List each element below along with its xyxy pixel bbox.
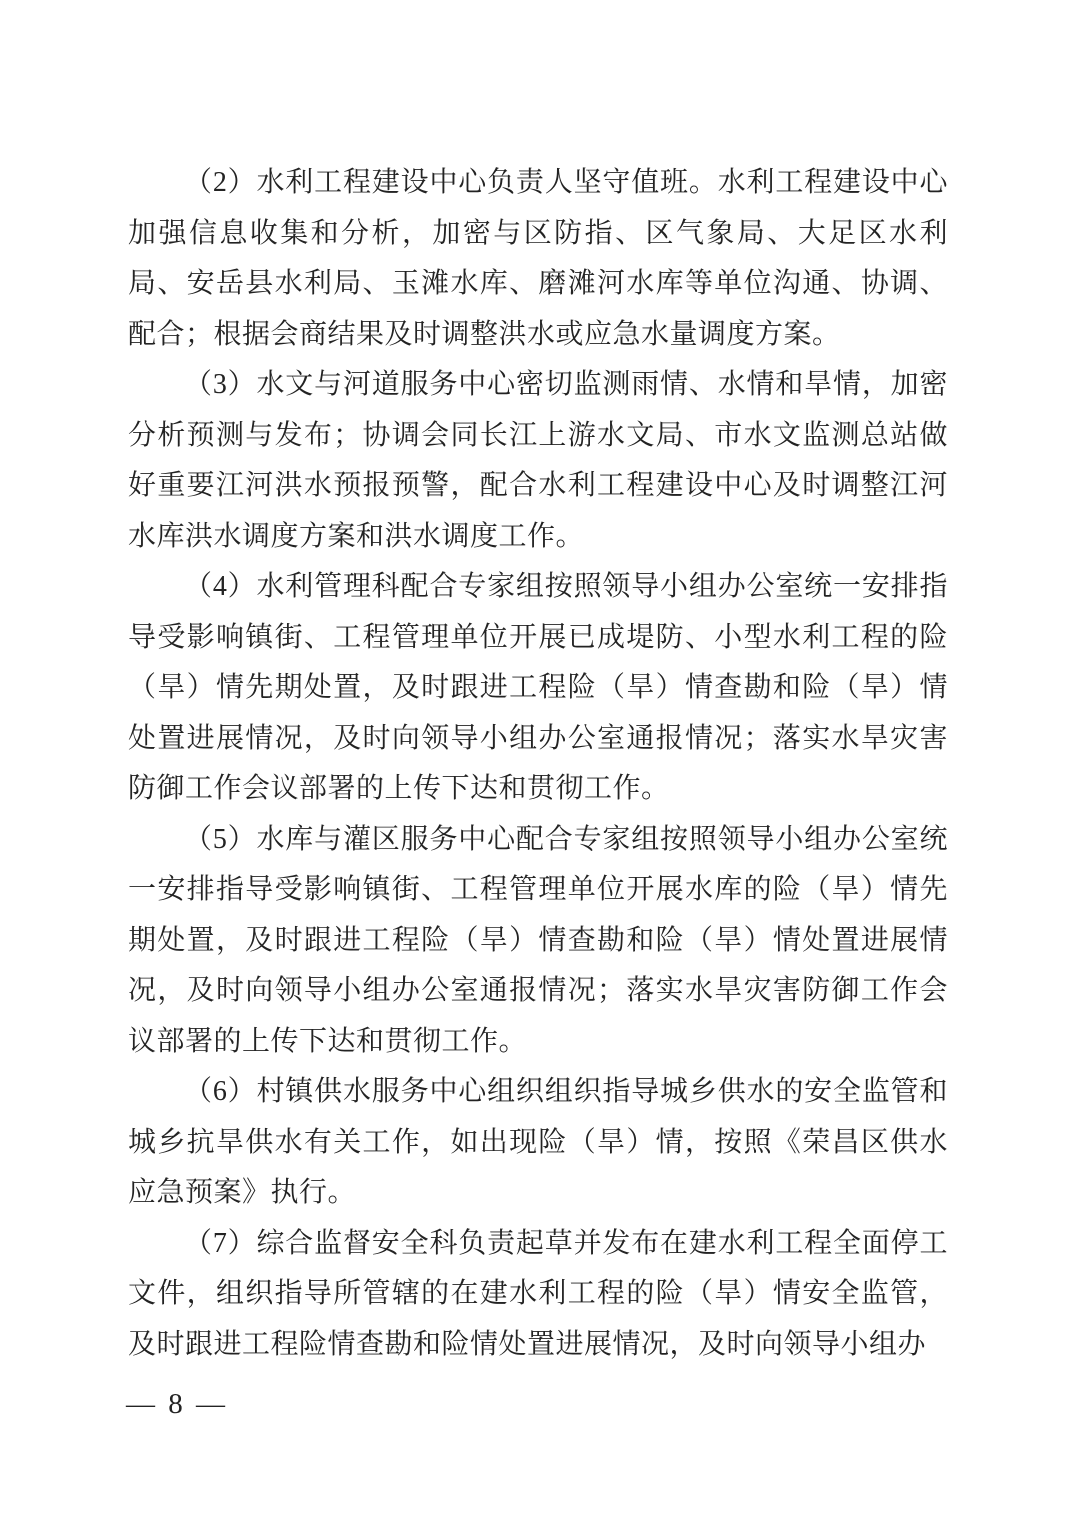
paragraph-item-4: （4）水利管理科配合专家组按照领导小组办公室统一安排指导受影响镇街、工程管理单位开展已成堤防、小型水利工程的险（旱）情先期处置，及时跟进工程险（旱）情查勘和险（旱）情处置进展情况，及时向领导小组办公室通报情况；落实水旱灾害防御工作会议部署的上传下达和贯彻工作。 [128,571,948,804]
paragraph-item-6: （6）村镇供水服务中心组织组织指导城乡供水的安全监管和城乡抗旱供水有关工作，如出现险（旱）情，按照《荣昌区供水应急预案》执行。 [128,1076,948,1208]
paragraph-item-5: （5）水库与灌区服务中心配合专家组按照领导小组办公室统一安排指导受影响镇街、工程管理单位开展水库的险（旱）情先期处置，及时跟进工程险（旱）情查勘和险（旱）情处置进展情况，及时向领导小组办公室通报情况；落实水旱灾害防御工作会议部署的上传下达和贯彻工作。 [128,823,948,1057]
document-body [128,158,948,1370]
paragraph-item-2: （2）水利工程建设中心负责人坚守值班。水利工程建设中心加强信息收集和分析，加密与区防指、区气象局、大足区水利局、安岳县水利局、玉滩水库、磨滩河水库等单位沟通、协调、配合；根据会商结果及时调整洪水或应急水量调度方案。 [128,167,948,350]
page-number: — 8 — [126,1388,228,1420]
paragraph-item-3: （3）水文与河道服务中心密切监测雨情、水情和旱情，加密分析预测与发布；协调会同长江上游水文局、市水文监测总站做好重要江河洪水预报预警，配合水利工程建设中心及时调整江河水库洪水调度方案和洪水调度工作。 [128,369,948,552]
paragraph-item-7: （7）综合监督安全科负责起草并发布在建水利工程全面停工文件，组织指导所管辖的在建水利工程的险（旱）情安全监管，及时跟进工程险情查勘和险情处置进展情况，及时向领导小组办 [128,1227,948,1360]
